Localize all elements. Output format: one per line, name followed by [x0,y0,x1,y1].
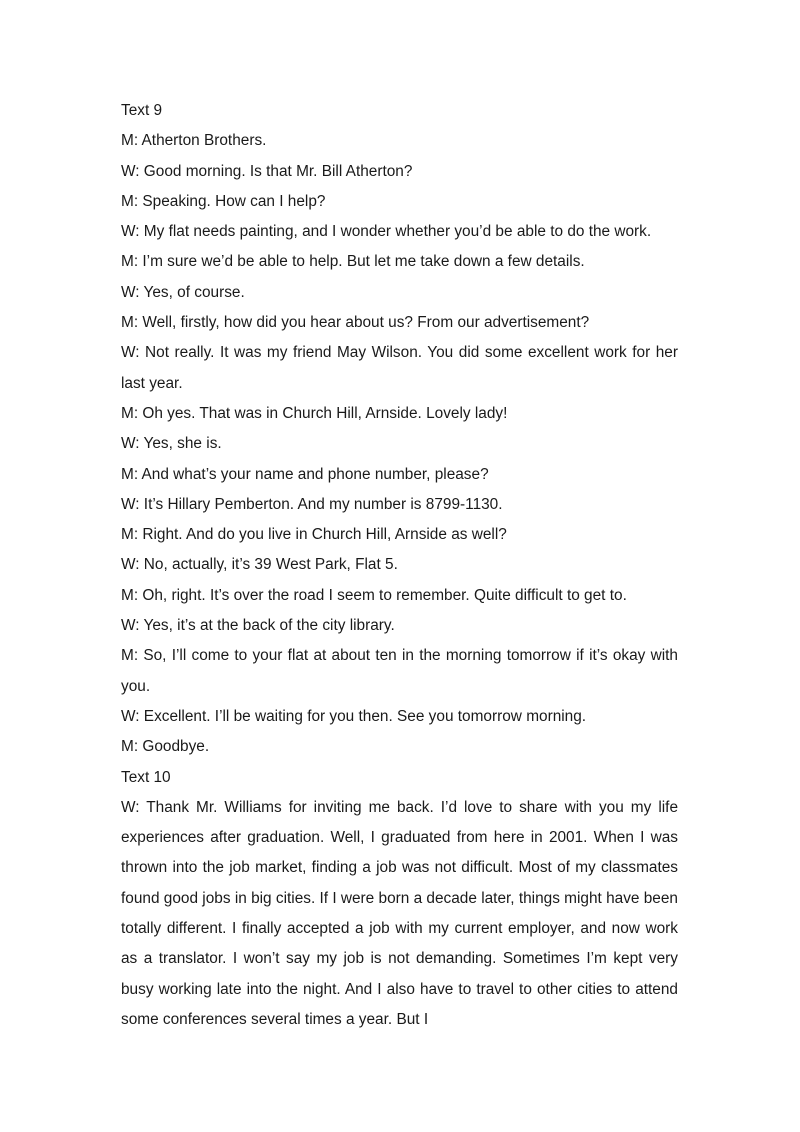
dialogue-paragraph: W: Not really. It was my friend May Wilson. You did some excellent work for her last year. [121,344,678,392]
dialogue-line: W: Excellent. I’ll be waiting for you then. See you tomorrow morning. [121,707,587,725]
dialogue-line: M: Oh yes. That was in Church Hill, Arnside. Lovely lady! [121,404,508,422]
dialogue-line: W: Yes, she is. [121,435,222,453]
dialogue-line: M: Goodbye. [121,738,210,756]
dialogue-line: M: Speaking. How can I help? [121,192,326,210]
dialogue-line: M: Atherton Brothers. [121,132,267,150]
dialogue-paragraph: M: So, I’ll come to your flat at about ten in the morning tomorrow if it’s okay with you. [121,647,678,695]
text10-paragraph: W: Thank Mr. Williams for inviting me back. I’d love to share with you my life experiences after graduation. Well, I graduated from here in 2001. When I was thrown into the job market, finding a job was not difficult. Most of my classmates found good jobs in big cities. If I were born a decade later, things might have been totally different. I finally accepted a job with my current employer, and now work as a translator. I won’t say my job is not demanding. Sometimes I’m kept very busy working late into the night. And I also have to travel to other cities to attend some conferences several times a year. But I [121,798,678,1028]
dialogue-line: M: Well, firstly, how did you hear about us? From our advertisement? [121,314,590,332]
dialogue-line: W: Yes, it’s at the back of the city library. [121,617,395,635]
dialogue-line: M: Right. And do you live in Church Hill, Arnside as well? [121,526,507,544]
dialogue-line: W: Good morning. Is that Mr. Bill Atherton? [121,162,413,180]
dialogue-line: M: Oh, right. It’s over the road I seem to remember. Quite difficult to get to. [121,586,627,604]
dialogue-line: W: No, actually, it’s 39 West Park, Flat 5. [121,556,398,574]
dialogue-line: M: And what’s your name and phone number, please? [121,465,489,483]
dialogue-line: W: Yes, of course. [121,283,245,301]
dialogue-line: W: My flat needs painting, and I wonder whether you’d be able to do the work. [121,223,652,241]
dialogue-line: W: It’s Hillary Pemberton. And my number is 8799-1130. [121,495,503,513]
document-page [121,96,678,1035]
text10-heading: Text 10 [121,768,171,786]
dialogue-line: M: I’m sure we’d be able to help. But let me take down a few details. [121,253,585,271]
text9-heading: Text 9 [121,102,163,119]
